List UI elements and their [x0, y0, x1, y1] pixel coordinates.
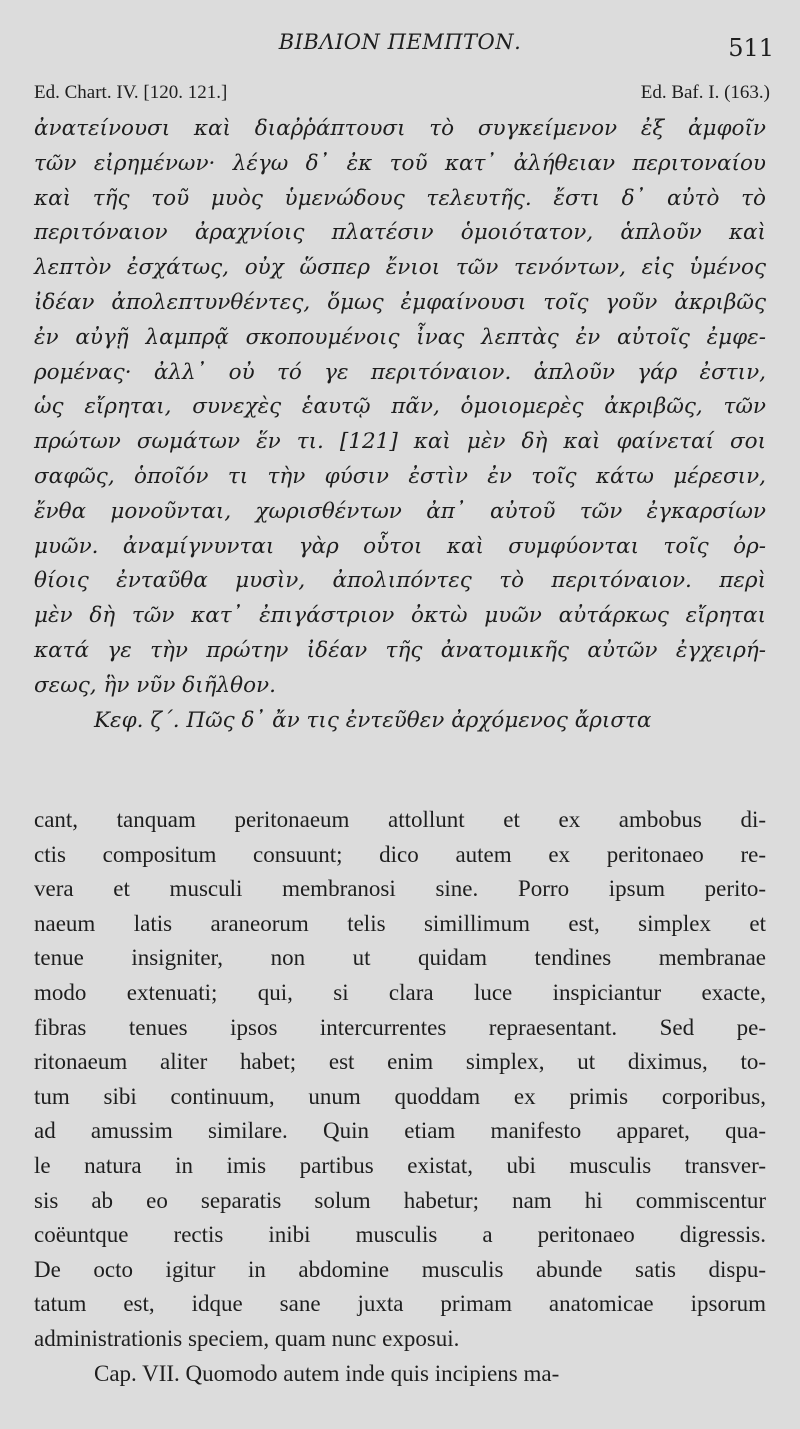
- greek-line: ὡς εἴρηται, συνεχὲς ἑαυτῷ πᾶν, ὁμοιομερὲς ἀκριβῶς, τῶν: [34, 394, 766, 420]
- latin-line: tatum est, idque sane juxta primam anatomicae ipsorum: [34, 1291, 766, 1317]
- latin-chapter-heading: Cap. VII. Quomodo autem inde quis incipiens ma-: [94, 1360, 560, 1386]
- greek-chapter-heading: Κεφ. ζ΄. Πῶς δ᾽ ἄν τις ἐντεῦθεν ἀρχόμενος ἄριστα: [94, 707, 652, 733]
- latin-line: fibras tenues ipsos intercurrentes repraesentant. Sed pe-: [34, 1014, 766, 1040]
- latin-line: ritonaeum aliter habet; est enim simplex, ut diximus, to-: [34, 1049, 766, 1075]
- latin-line: sis ab eo separatis solum habetur; nam hi commiscentur: [34, 1187, 766, 1213]
- latin-line: naeum latis araneorum telis simillimum est, simplex et: [34, 910, 766, 936]
- edition-reference-right: Ed. Baf. I. (163.): [640, 82, 770, 103]
- latin-line: tum sibi continuum, unum quoddam ex primis corporibus,: [34, 1083, 766, 1109]
- greek-text-block: [34, 112, 766, 738]
- greek-line: περιτόναιον ἀραχνίοις πλατέσιν ὁμοιότατον, ἁπλοῦν καὶ: [34, 220, 766, 246]
- greek-line: καὶ τῆς τοῦ μυὸς ὑμενώδους τελευτῆς. ἔστι δ᾽ αὐτὸ τὸ: [34, 185, 766, 211]
- latin-line: ctis compositum consuunt; dico autem ex peritonaeo re-: [34, 841, 766, 867]
- latin-line: administrationis speciem, quam nunc exposui.: [34, 1325, 460, 1351]
- greek-line: ἰδέαν ἀπολεπτυνθέντες, ὅμως ἐμφαίνουσι τοῖς γοῦν ἀκριβῶς: [34, 289, 766, 315]
- greek-line: ρομένας· ἀλλ᾽ οὐ τό γε περιτόναιον. ἁπλοῦν γάρ ἐστιν,: [34, 359, 766, 385]
- latin-line: modo extenuati; qui, si clara luce inspiciantur exacte,: [34, 979, 766, 1005]
- greek-line: σαφῶς, ὁποῖόν τι τὴν φύσιν ἐστὶν ἐν τοῖς κάτω μέρεσιν,: [34, 463, 766, 489]
- greek-line: λεπτὸν ἐσχάτως, οὐχ ὥσπερ ἔνιοι τῶν τενόντων, εἰς ὑμένος: [34, 255, 766, 281]
- greek-line: σεως, ἣν νῦν διῆλθον.: [34, 672, 276, 698]
- edition-reference-left: Ed. Chart. IV. [120. 121.]: [34, 82, 228, 103]
- greek-line: θίοις ἐνταῦθα μυσὶν, ἀπολιπόντες τὸ περιτόναιον. περὶ: [34, 568, 766, 594]
- latin-line: tenue insigniter, non ut quidam tendines membranae: [34, 945, 766, 971]
- latin-text-block: [34, 803, 766, 1391]
- latin-line: cant, tanquam peritonaeum attollunt et ex ambobus di-: [34, 807, 766, 832]
- greek-line: ἔνθα μονοῦνται, χωρισθέντων ἀπ᾽ αὐτοῦ τῶν ἐγκαρσίων: [34, 498, 766, 524]
- greek-line: μυῶν. ἀναμίγνυνται γὰρ οὗτοι καὶ συμφύονται τοῖς ὀρ-: [34, 533, 766, 559]
- greek-line: ἐν αὐγῇ λαμπρᾷ σκοπουμένοις ἶνας λεπτὰς ἐν αὐτοῖς ἐμφε-: [34, 324, 766, 350]
- edition-references: [34, 82, 770, 104]
- greek-line: κατά γε τὴν πρώτην ἰδέαν τῆς ἀνατομικῆς αὐτῶν ἐγχειρή-: [34, 637, 766, 663]
- greek-line: πρώτων σωμάτων ἕν τι. [121] καὶ μὲν δὴ καὶ φαίνεταί σοι: [34, 429, 766, 455]
- latin-line: le natura in imis partibus existat, ubi musculis transver-: [34, 1152, 766, 1178]
- latin-line: coëuntque rectis inibi musculis a peritonaeo digressis.: [34, 1222, 766, 1248]
- latin-line: vera et musculi membranosi sine. Porro ipsum perito-: [34, 876, 766, 902]
- greek-line: τῶν εἰρημένων· λέγω δ᾽ ἐκ τοῦ κατ᾽ ἀλήθειαν περιτοναίου: [34, 150, 766, 176]
- page-number: 511: [728, 34, 774, 62]
- latin-line: ad amussim similare. Quin etiam manifesto apparet, qua-: [34, 1118, 766, 1144]
- greek-line: ἀνατείνουσι καὶ διαῤῥάπτουσι τὸ συγκείμενον ἐξ ἀμφοῖν: [34, 116, 766, 141]
- latin-line: De octo igitur in abdomine musculis abunde satis dispu-: [34, 1256, 766, 1282]
- greek-line: μὲν δὴ τῶν κατ᾽ ἐπιγάστριον ὀκτὼ μυῶν αὐτάρκως εἴρηται: [34, 603, 766, 629]
- running-header-title: ΒΙΒΛΙΟΝ ΠΕΜΠΤΟΝ.: [278, 30, 522, 54]
